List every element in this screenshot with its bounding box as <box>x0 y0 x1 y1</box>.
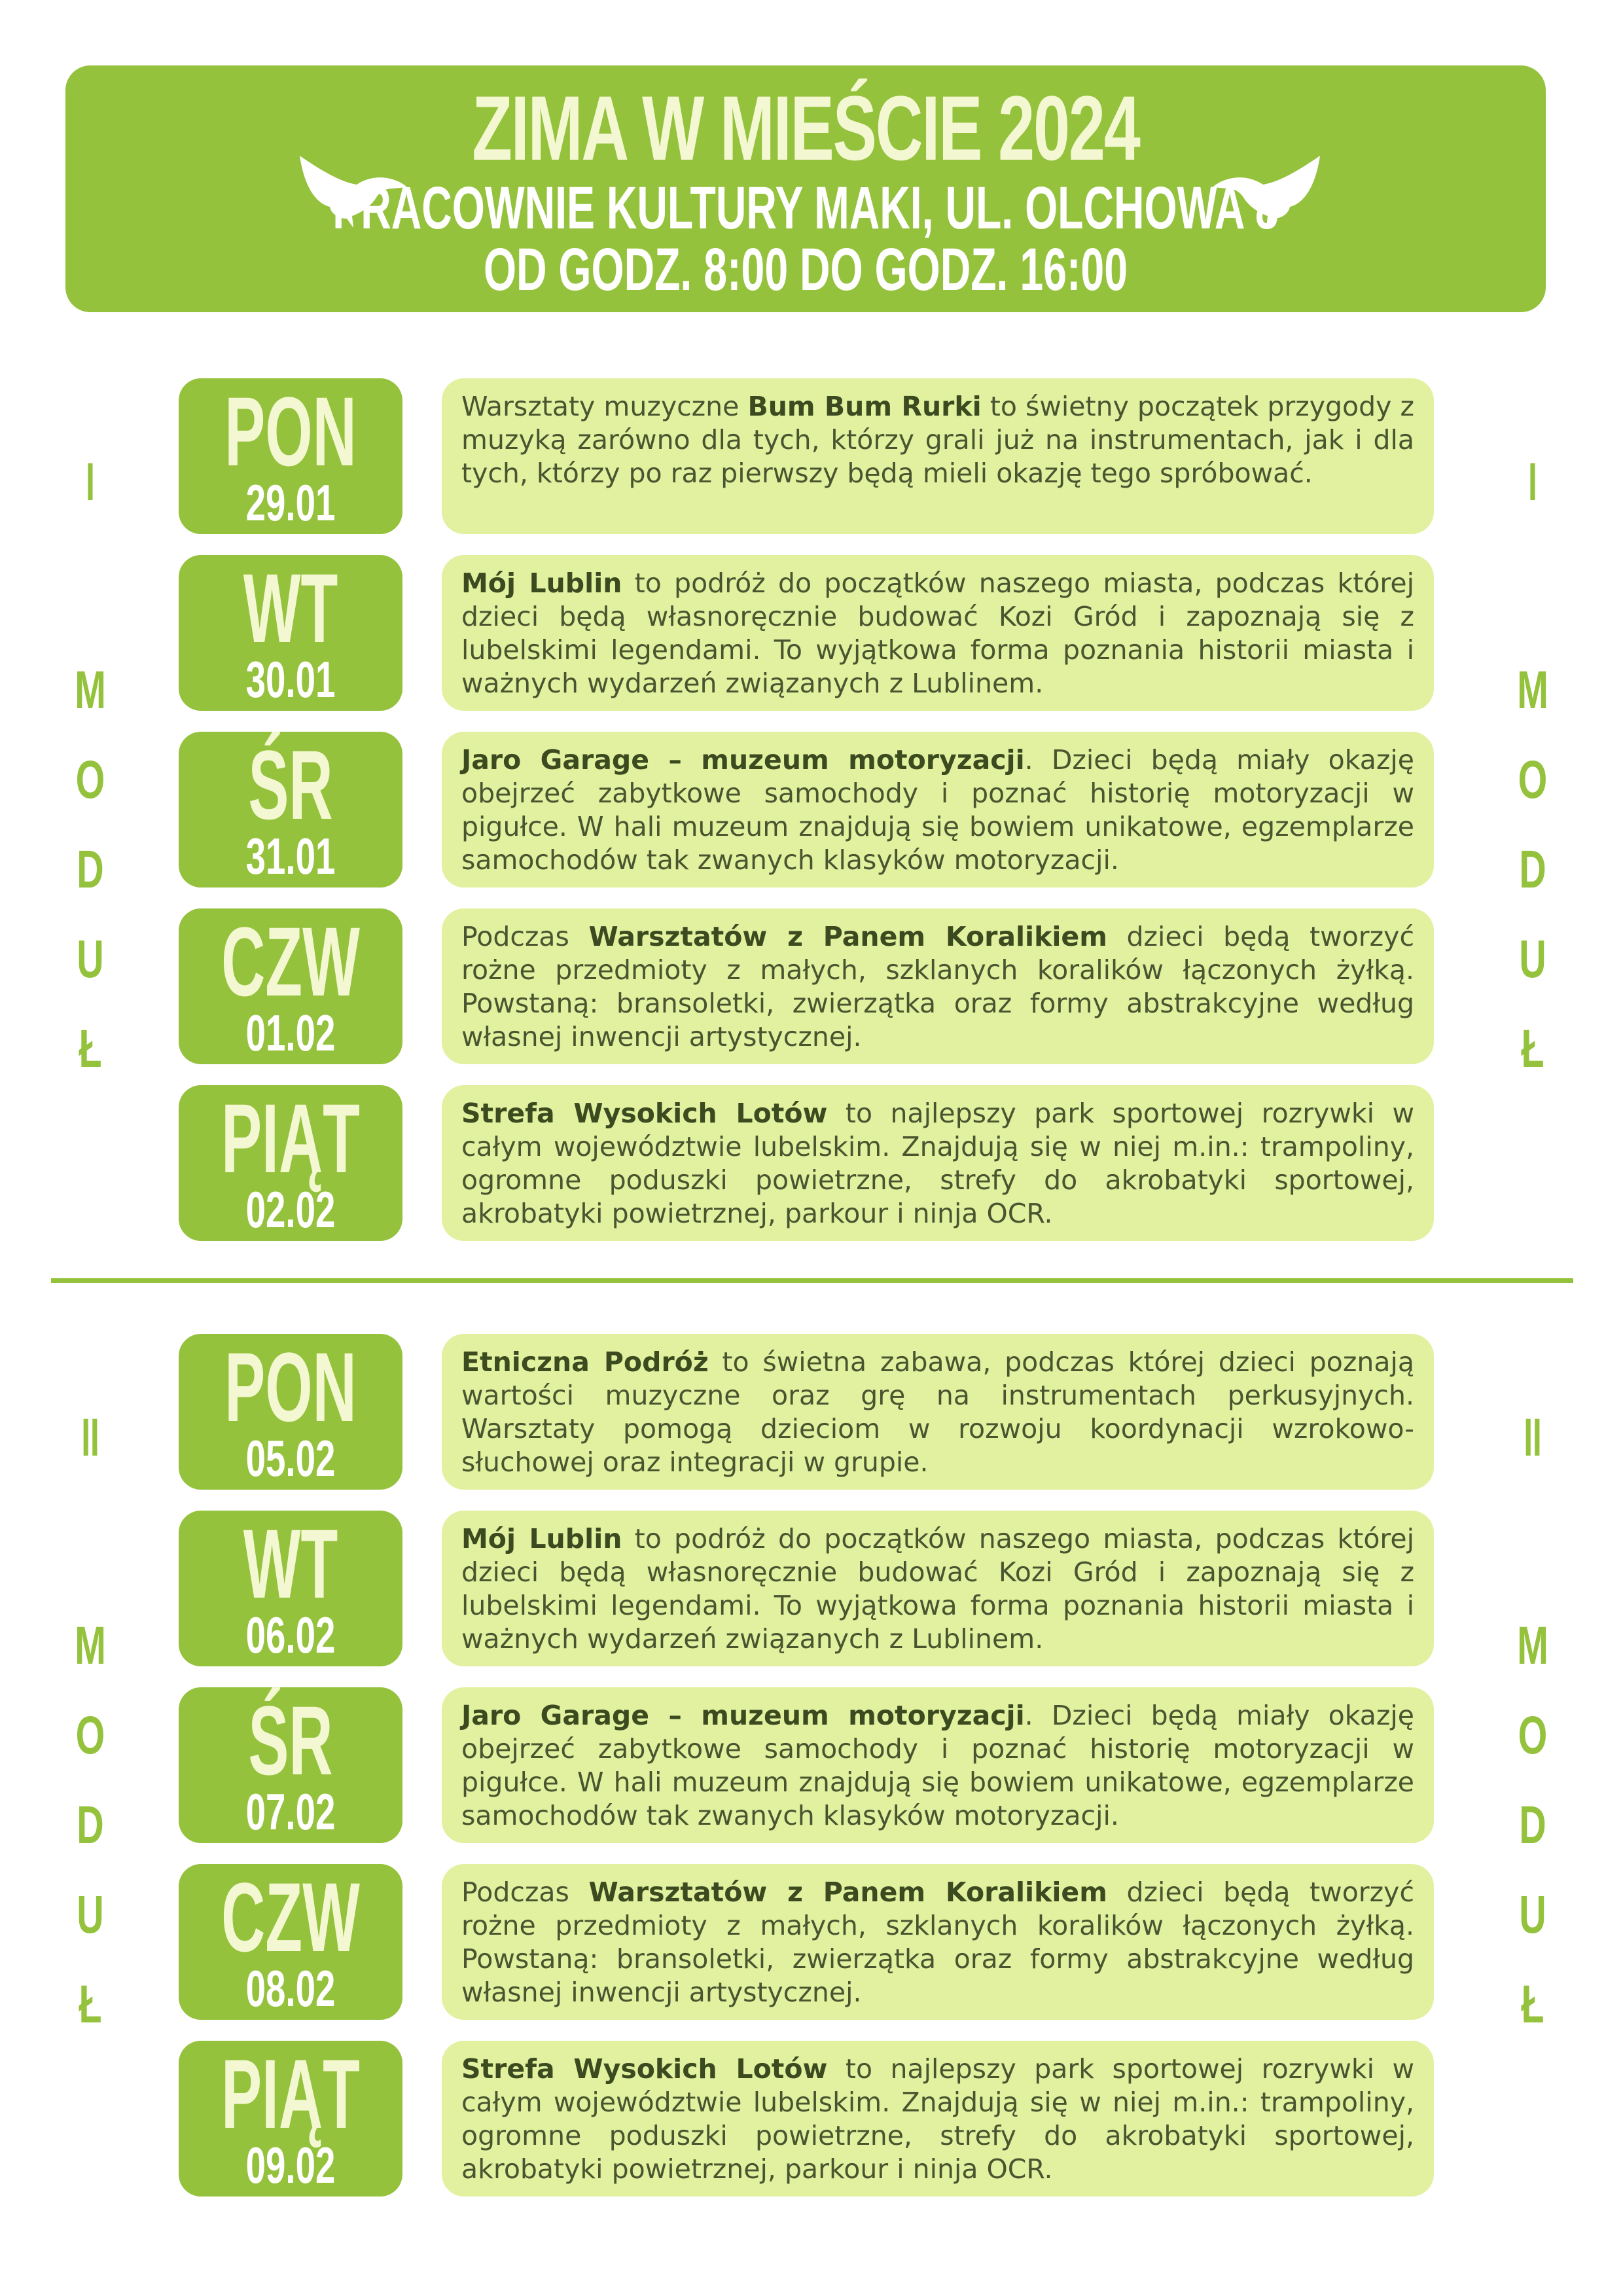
day-name: PIĄT <box>221 2039 360 2149</box>
desc-text: to świetny początek przygody z muzyką zarówno dla tych, którzy grali już na instrumentach, jak i dla tych, którzy po raz pierwszy będą mieli okazję tego spróbować. <box>461 391 1414 489</box>
module-number-right: I <box>1528 452 1537 512</box>
day-name: CZW <box>221 906 360 1016</box>
module-letter: M <box>75 1616 106 1676</box>
activity-name: Jaro Garage – muzeum motoryzacji <box>461 744 1025 776</box>
activity-description <box>442 1085 1434 1241</box>
desc-text: to podróż do początków naszego miasta, podczas której dzieci będą własnoręcznie budować Kozi Gród i zapoznają się z lubelskimi legendami. To wyjątkowa forma poznania historii miasta i ważnych wydarzeń związanych z Lublinem. <box>461 1523 1414 1655</box>
desc-text: to najlepszy park sportowej rozrywki w całym województwie lubelskim. Znajdują się w niej m.in.: trampoliny, ogromne poduszki powietrzne, strefy do akrobatyki sportowej, akrobatyki powietrznej, parkour i ninja OCR. <box>461 1098 1414 1229</box>
module-letter: Ł <box>79 1975 102 2034</box>
day-date: 05.02 <box>245 1429 336 1487</box>
location-line: PRACOWNIE KULTURY MAKI, UL. OLCHOWA 8 <box>332 175 1279 242</box>
activity-description <box>442 378 1434 534</box>
activity-name: Etniczna Podróż <box>461 1346 709 1378</box>
desc-text: dzieci będą tworzyć rożne przedmioty z małych, szklanych koralików łączonych żyłką. Powstaną: bransoletki, zwierzątka oraz formy abstrakcyjne według własnej inwencji artystycznej. <box>461 921 1414 1052</box>
module-divider <box>51 1278 1573 1283</box>
module-number-right: II <box>1524 1408 1542 1467</box>
activity-name: Bum Bum Rurki <box>747 391 982 422</box>
desc-text: to świetna zabawa, podczas której dzieci poznają wartości muzyczne oraz grę na instrumentach perkusyjnych. Warsztaty pomogą dzieciom w rozwoju koordynacji wzrokowo-słuchowej oraz integracji w grupie. <box>461 1346 1414 1478</box>
day-badge <box>179 378 402 534</box>
day-date: 02.02 <box>245 1181 336 1238</box>
day-date: 07.02 <box>245 1783 336 1840</box>
day-badge <box>179 1864 402 2020</box>
day-badge <box>179 1334 402 1490</box>
day-name: PON <box>224 376 357 486</box>
day-name: ŚR <box>248 1685 333 1795</box>
hours-line: OD GODZ. 8:00 DO GODZ. 16:00 <box>483 236 1128 303</box>
module-letter: Ł <box>79 1019 102 1079</box>
module-letter: U <box>1519 929 1546 989</box>
module-letter: M <box>1517 660 1548 720</box>
module-word-right <box>1493 1613 1572 2062</box>
module-letter: D <box>1519 1795 1546 1855</box>
module-letter: O <box>1518 1706 1548 1765</box>
day-date: 08.02 <box>245 1960 336 2017</box>
module-letter: O <box>1518 750 1548 810</box>
desc-text: . Dzieci będą miały okazję obejrzeć zabytkowe samochody i poznać historię motoryzacji w pigułce. W hali muzeum znajdują się bowiem unikatowe, egzemplarze samochodów tak zwanych klasyków motoryzacji. <box>461 1700 1414 1831</box>
activity-name: Strefa Wysokich Lotów <box>461 1098 828 1129</box>
day-name: ŚR <box>248 730 333 840</box>
desc-text: . Dzieci będą miały okazję obejrzeć zabytkowe samochody i poznać historię motoryzacji w pigułce. W hali muzeum znajdują się bowiem unikatowe, egzemplarze samochodów tak zwanych klasyków motoryzacji. <box>461 744 1414 876</box>
desc-text: Podczas <box>461 921 589 952</box>
module-word-left <box>51 1613 130 2062</box>
activity-description <box>442 555 1434 711</box>
day-date: 30.01 <box>245 651 336 708</box>
desc-text: dzieci będą tworzyć rożne przedmioty z małych, szklanych koralików łączonych żyłką. Powstaną: bransoletki, zwierzątka oraz formy abstrakcyjne według własnej inwencji artystycznej. <box>461 1876 1414 2008</box>
module-letter: D <box>77 1795 104 1855</box>
module-letter: Ł <box>1521 1975 1544 2034</box>
day-date: 29.01 <box>245 474 336 531</box>
activity-description <box>442 1511 1434 1666</box>
activity-description <box>442 732 1434 888</box>
module-letter: U <box>77 929 104 989</box>
day-badge <box>179 908 402 1064</box>
page-title: ZIMA W MIEŚCIE 2024 <box>472 77 1139 179</box>
module-letter: U <box>77 1885 104 1945</box>
day-name: WT <box>243 1509 338 1619</box>
day-date: 09.02 <box>245 2136 336 2194</box>
desc-text: Warsztaty muzyczne <box>461 391 748 422</box>
activity-description <box>442 908 1434 1064</box>
module-letter: Ł <box>1521 1019 1544 1079</box>
activity-name: Warsztatów z Panem Koralikiem <box>588 921 1107 952</box>
day-name: PIĄT <box>221 1083 360 1193</box>
module-word-right <box>1493 658 1572 1106</box>
activity-name: Jaro Garage – muzeum motoryzacji <box>461 1700 1025 1731</box>
module-letter: M <box>1517 1616 1548 1676</box>
module-letter: O <box>75 750 105 810</box>
activity-name: Strefa Wysokich Lotów <box>461 2053 828 2085</box>
header-banner <box>65 65 1546 312</box>
activity-name: Warsztatów z Panem Koralikiem <box>588 1876 1107 1908</box>
module-letter: D <box>1519 840 1546 899</box>
day-name: WT <box>243 553 338 663</box>
module-word-left <box>51 658 130 1106</box>
activity-description <box>442 1864 1434 2020</box>
module-letter: D <box>77 840 104 899</box>
module-letter: M <box>75 660 106 720</box>
day-date: 31.01 <box>245 827 336 885</box>
day-badge <box>179 555 402 711</box>
day-name: CZW <box>221 1862 360 1972</box>
day-date: 06.02 <box>245 1606 336 1664</box>
day-date: 01.02 <box>245 1004 336 1062</box>
day-badge <box>179 1511 402 1666</box>
module-letter: O <box>75 1706 105 1765</box>
day-name: PON <box>224 1332 357 1442</box>
day-badge <box>179 2041 402 2197</box>
day-badge <box>179 1085 402 1241</box>
module-letter: U <box>1519 1885 1546 1945</box>
activity-name: Mój Lublin <box>461 567 622 599</box>
activity-name: Mój Lublin <box>461 1523 622 1554</box>
desc-text: to podróż do początków naszego miasta, podczas której dzieci będą własnoręcznie budować Kozi Gród i zapoznają się z lubelskimi legendami. To wyjątkowa forma poznania historii miasta i ważnych wydarzeń związanych z Lublinem. <box>461 567 1414 699</box>
activity-description <box>442 2041 1434 2197</box>
module-number-left: I <box>86 452 95 512</box>
activity-description <box>442 1334 1434 1490</box>
module-number-left: II <box>81 1408 99 1467</box>
activity-description <box>442 1687 1434 1843</box>
day-badge <box>179 1687 402 1843</box>
day-badge <box>179 732 402 888</box>
desc-text: Podczas <box>461 1876 589 1908</box>
desc-text: to najlepszy park sportowej rozrywki w całym województwie lubelskim. Znajdują się w niej m.in.: trampoliny, ogromne poduszki powietrzne, strefy do akrobatyki sportowej, akrobatyki powietrznej, parkour i ninja OCR. <box>461 2053 1414 2185</box>
